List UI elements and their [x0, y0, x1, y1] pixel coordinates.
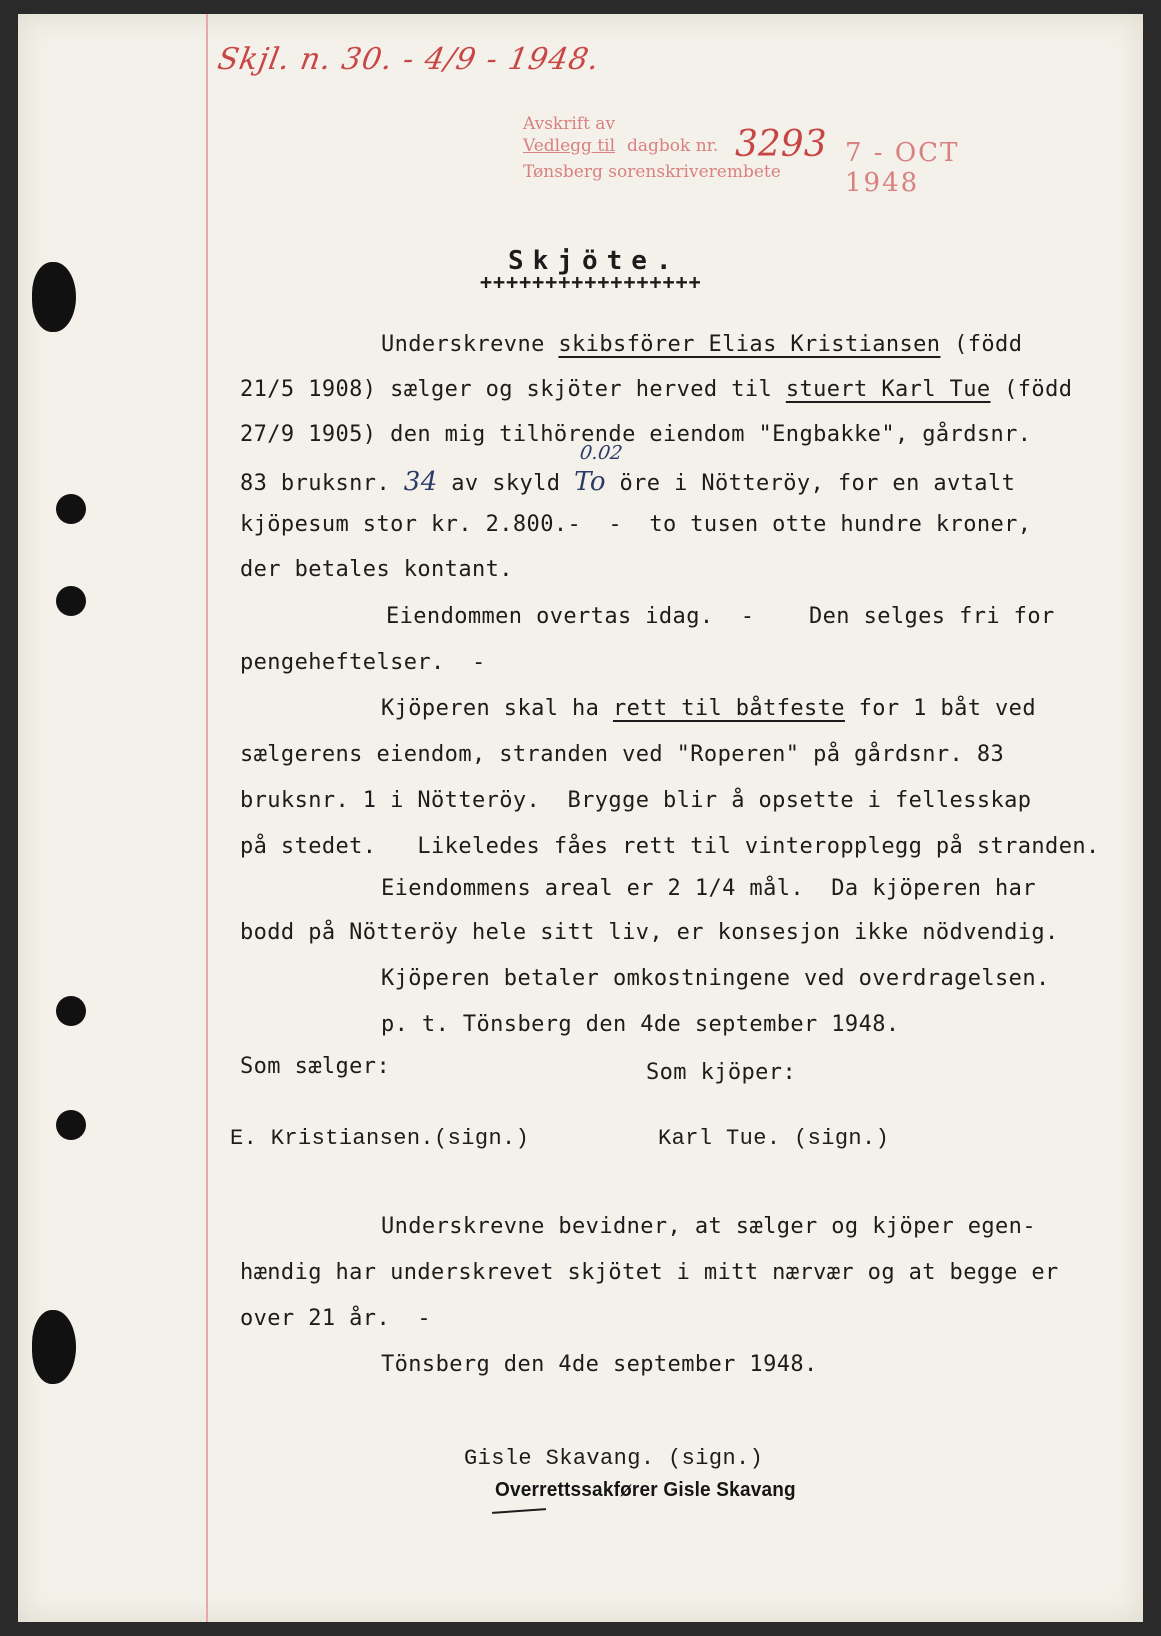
text-line: på stedet. Likeledes fåes rett til vinteropplegg på stranden. — [240, 834, 1100, 859]
witness-name-stamp: Overrettssakfører Gisle Skavang — [495, 1479, 796, 1502]
punch-hole — [56, 586, 86, 616]
stamp-line-1: Avskrift av — [523, 114, 616, 134]
text-line: sælgerens eiendom, stranden ved "Roperen" på gårdsnr. 83 — [240, 742, 1005, 767]
registry-stamp — [523, 114, 1023, 214]
punch-hole — [32, 1310, 76, 1384]
punch-hole — [56, 494, 86, 524]
stamp-underline — [492, 1508, 546, 1514]
text-line: 21/5 1908) sælger og skjöter herved til stuert Karl Tue (född — [240, 377, 1073, 402]
title-rule: +++++++++++++++++ — [480, 270, 702, 294]
text-line: Eiendommen overtas idag. - Den selges fri for — [386, 604, 1055, 629]
text-line: over 21 år. - — [240, 1306, 432, 1331]
text-line: pengeheftelser. - — [240, 650, 486, 675]
stamp-date: 7 - OCT 1948 — [845, 138, 960, 198]
text-line: Kjöperen skal ha rett til båtfeste for 1 båt ved — [381, 696, 1036, 721]
text-line: bruksnr. 1 i Nötteröy. Brygge blir å opsette i fellesskap — [240, 788, 1032, 813]
stamp-line-3: Tønsberg sorenskriverembete — [523, 162, 781, 182]
text-line: Underskrevne skibsförer Elias Kristiansen (född — [381, 332, 1023, 357]
text-line: 83 bruksnr. 34 av skyld To öre i Nötteröy, for en avtalt — [240, 467, 1016, 497]
punch-hole — [32, 262, 76, 332]
text-line: Eiendommens areal er 2 1/4 mål. Da kjöperen har — [381, 876, 1036, 901]
punch-hole — [56, 996, 86, 1026]
seller-label: Som sælger: — [240, 1054, 391, 1079]
document-page — [18, 14, 1143, 1622]
buyer-signature: Karl Tue. (sign.) — [658, 1126, 890, 1151]
stamp-line-2: Vedlegg til — [523, 136, 616, 156]
handwritten-bruksnr: 34 — [403, 467, 438, 497]
document-title: Skjöte. — [508, 246, 681, 276]
handwritten-margin-note: Skjl. n. 30. - 4/9 - 1948. — [214, 42, 603, 77]
text-line: p. t. Tönsberg den 4de september 1948. — [381, 1012, 900, 1037]
text-line: kjöpesum stor kr. 2.800.- - to tusen otte hundre kroner, — [240, 512, 1032, 537]
text-line: 27/9 1905) den mig tilhörende eiendom "Engbakke", gårdsnr. — [240, 422, 1032, 447]
text-line: Underskrevne bevidner, at sælger og kjöper egen- — [381, 1214, 1036, 1239]
text-line: Kjöperen betaler omkostningene ved overdragelsen. — [381, 966, 1050, 991]
text-line: bodd på Nötteröy hele sitt liv, er konsesjon ikke nödvendig. — [240, 920, 1059, 945]
buyer-label: Som kjöper: — [646, 1060, 797, 1085]
stamp-number: 3293 — [735, 124, 827, 165]
witness-signature: Gisle Skavang. (sign.) — [464, 1446, 764, 1471]
text-line: der betales kontant. — [240, 557, 513, 582]
seller-signature: E. Kristiansen.(sign.) — [230, 1126, 530, 1151]
text-line: Tönsberg den 4de september 1948. — [381, 1352, 818, 1377]
punch-hole — [56, 1110, 86, 1140]
handwritten-skyld-correction: 0.02 — [578, 442, 624, 464]
text-line: hændig har underskrevet skjötet i mitt nærvær og at begge er — [240, 1260, 1059, 1285]
handwritten-skyld: To — [574, 467, 606, 497]
stamp-dagbok-label: dagbok nr. — [627, 136, 719, 156]
margin-line — [206, 14, 208, 1622]
